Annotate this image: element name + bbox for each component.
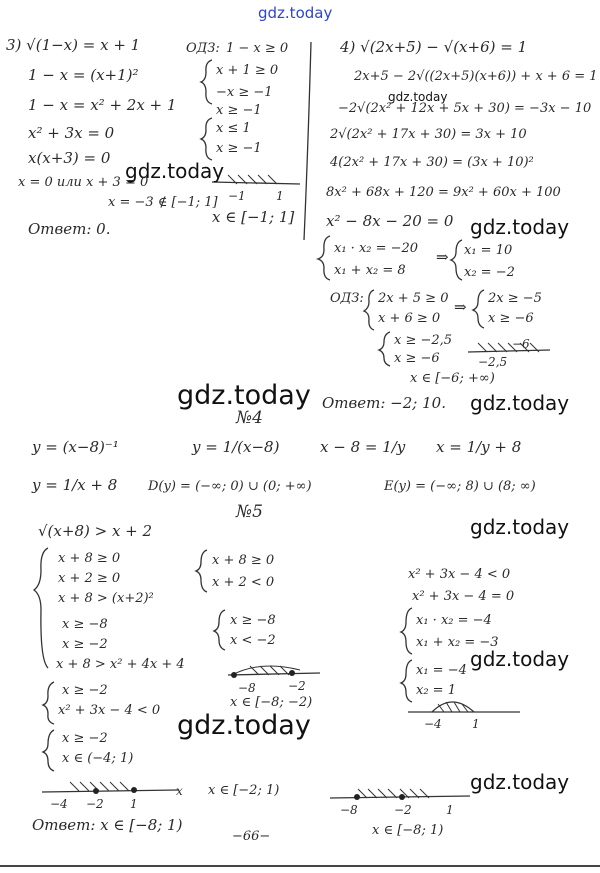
page-number: −66− <box>232 829 271 844</box>
number-line-label: −6 <box>512 337 530 351</box>
eq-line: y = 1/x + 8 <box>32 476 118 494</box>
number-line-label: −2 <box>86 797 104 811</box>
answer: Ответ: −2; 10. <box>322 394 446 412</box>
number-line-n5b <box>42 790 178 792</box>
eq-line: x₁ + x₂ = −3 <box>416 635 499 650</box>
number-line-n5a <box>228 673 320 675</box>
system-brace <box>318 236 330 280</box>
number-line-label: x <box>176 784 183 798</box>
eq-line: x = −3 ∉ [−1; 1] <box>108 195 218 210</box>
system-brace <box>364 290 374 330</box>
eq-line: D(y) = (−∞; 0) ∪ (0; +∞) <box>148 479 312 494</box>
eq-line: x + 6 ≥ 0 <box>378 311 441 326</box>
eq-line: x ≥ −1 <box>216 103 262 118</box>
eq-line: x² − 8x − 20 = 0 <box>326 212 454 230</box>
eq-line: x ≥ −8 <box>62 617 108 632</box>
eq-line: x ≥ −2,5 <box>394 333 453 348</box>
eq-line: x + 2 ≥ 0 <box>58 571 121 586</box>
eq-line: x₁ = 10 <box>464 243 513 258</box>
eq-line: x − 8 = 1/y <box>320 438 406 456</box>
eq-line: x = 0 или x + 3 = 0 <box>18 175 149 190</box>
eq-line: 1 − x ≥ 0 <box>226 41 289 56</box>
system-brace <box>214 610 225 650</box>
answer: Ответ: 0. <box>28 220 111 238</box>
eq-line: x² + 3x − 4 < 0 <box>58 703 161 718</box>
eq-line: 2x + 5 ≥ 0 <box>378 291 449 306</box>
watermark: gdz.today <box>470 770 570 794</box>
eq-line: x ≥ −8 <box>230 613 276 628</box>
eq-line: x + 1 ≥ 0 <box>216 63 279 78</box>
eq-line: 1 − x = (x+1)² <box>28 66 139 84</box>
interval: x ∈ [−6; +∞) <box>410 371 495 386</box>
eq-line: x + 2 < 0 <box>212 575 275 590</box>
number-line-label: −8 <box>238 681 256 695</box>
eq-line: 3) √(1−x) = x + 1 <box>6 36 141 54</box>
number-line-label: −4 <box>50 797 68 811</box>
eq-line: x ≤ 1 <box>216 121 251 136</box>
system-brace <box>379 332 390 366</box>
system-brace <box>43 730 54 771</box>
arrow: ⇒ <box>454 298 467 316</box>
watermark: gdz.today <box>470 215 570 239</box>
number-line-label: −2,5 <box>478 355 508 369</box>
eq-line: x + 8 > x² + 4x + 4 <box>56 657 185 672</box>
eq-line: 4) √(2x+5) − √(x+6) = 1 <box>340 38 528 56</box>
watermark: gdz.today <box>177 710 311 741</box>
watermark: gdz.today <box>177 380 311 411</box>
watermark: gdz.today <box>470 391 570 415</box>
eq-line: x + 8 ≥ 0 <box>212 553 275 568</box>
system-brace <box>43 682 54 724</box>
eq-line: 4(2x² + 17x + 30) = (3x + 10)² <box>330 155 534 170</box>
eq-line: x = 1/y + 8 <box>436 438 522 456</box>
eq-line: −2√(2x² + 12x + 5x + 30) = −3x − 10 <box>338 101 592 116</box>
eq-line: √(x+8) > x + 2 <box>38 522 153 540</box>
eq-line: x + 8 ≥ 0 <box>58 551 121 566</box>
eq-line: x₂ = −2 <box>464 265 515 280</box>
number-line-label: 1 <box>276 189 284 203</box>
odz-label: ОДЗ: <box>186 41 220 56</box>
eq-line: x ∈ (−4; 1) <box>62 751 134 766</box>
number-line-label: 1 <box>130 797 138 811</box>
eq-line: −x ≥ −1 <box>216 85 273 100</box>
eq-line: x² + 3x − 4 < 0 <box>408 567 511 582</box>
interval: x ∈ [−2; 1) <box>208 783 280 798</box>
eq-line: x ≥ −2 <box>62 637 108 652</box>
number-line-label: −2 <box>394 803 412 817</box>
eq-line: y = (x−8)⁻¹ <box>32 438 119 456</box>
number-line-label: −8 <box>340 803 358 817</box>
eq-line: x₁ · x₂ = −4 <box>416 613 492 628</box>
eq-line: 8x² + 68x + 120 = 9x² + 60x + 100 <box>326 185 561 200</box>
number-line-label: 1 <box>472 717 480 731</box>
number-line-label: −1 <box>228 189 246 203</box>
number-line-label: −2 <box>288 679 306 693</box>
eq-line: x² + 3x − 4 = 0 <box>412 589 515 604</box>
system-brace <box>196 550 207 592</box>
system-brace <box>401 608 412 654</box>
watermark: gdz.today <box>388 90 448 104</box>
eq-line: E(y) = (−∞; 8) ∪ (8; ∞) <box>384 479 536 494</box>
system-brace <box>201 118 212 160</box>
eq-line: x² + 3x = 0 <box>28 124 115 142</box>
eq-line: x₁ + x₂ = 8 <box>334 263 406 278</box>
answer: Ответ: x ∈ [−8; 1) <box>32 816 183 834</box>
eq-line: x ≥ −1 <box>216 141 262 156</box>
watermark: gdz.today <box>470 647 570 671</box>
eq-line: 2x+5 − 2√((2x+5)(x+6)) + x + 6 = 1 <box>354 69 598 84</box>
watermark: gdz.today <box>125 159 225 183</box>
eq-line: 1 − x = x² + 2x + 1 <box>28 96 177 114</box>
column-divider <box>304 42 311 240</box>
eq-line: x₁ · x₂ = −20 <box>334 241 419 256</box>
eq-line: y = 1/(x−8) <box>192 438 280 456</box>
system-brace <box>34 548 48 668</box>
eq-line: x ≥ −2 <box>62 683 108 698</box>
task-heading: №4 <box>236 408 263 428</box>
eq-line: 2√(2x² + 17x + 30) = 3x + 10 <box>330 127 527 142</box>
number-line-label: 1 <box>446 803 454 817</box>
eq-line: x ≥ −6 <box>488 311 534 326</box>
interval: x ∈ [−8; −2) <box>230 695 313 710</box>
task-heading: №5 <box>236 502 263 522</box>
eq-line: x ≥ −2 <box>62 731 108 746</box>
watermark: gdz.today <box>470 515 570 539</box>
system-brace <box>451 240 462 280</box>
interval: x ∈ [−8; 1) <box>372 823 444 838</box>
eq-line: x₁ = −4 <box>416 663 467 678</box>
eq-line: x < −2 <box>230 633 276 648</box>
arrow: ⇒ <box>436 248 449 266</box>
interval: x ∈ [−1; 1] <box>212 208 295 226</box>
eq-line: x₂ = 1 <box>416 683 456 698</box>
system-brace <box>201 60 212 104</box>
system-brace <box>473 290 484 328</box>
system-brace <box>401 660 412 702</box>
number-line-label: −4 <box>424 717 442 731</box>
eq-line: x ≥ −6 <box>394 351 440 366</box>
eq-line: 2x ≥ −5 <box>488 291 542 306</box>
odz-label: ОДЗ: <box>330 291 364 306</box>
eq-line: x + 8 > (x+2)² <box>58 591 154 606</box>
watermark: gdz.today <box>258 4 333 22</box>
eq-line: x(x+3) = 0 <box>28 149 111 167</box>
